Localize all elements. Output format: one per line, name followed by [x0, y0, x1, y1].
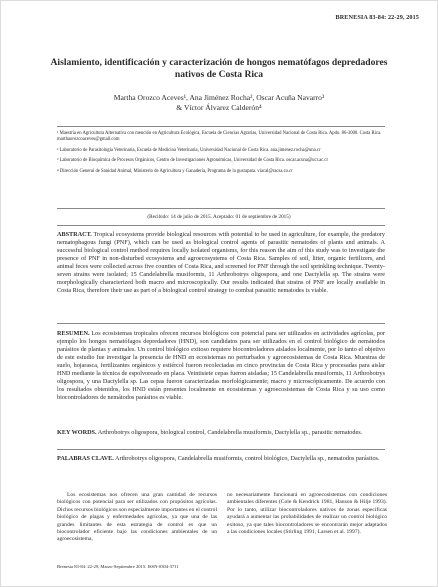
resumen-label: RESUMEN.	[57, 330, 90, 337]
affiliation-3: ³ Laboratorio de Bioquímica de Procesos Orgánicos, Centro de Investigaciones Agronómicas, Universidad de Costa Rica. oscar.acuna@ucr.ac.cr	[57, 158, 329, 164]
authors-line-1: Martha Orozco Aceves¹, Ana Jiménez Rocha², Oscar Acuña Navarro³	[113, 93, 325, 102]
abstract-text: Tropical ecosystems provide biological resources with potential to be used in agriculture, for example, the predatory nematophagous fungi (PNF), which can be used as biological control agents of parasitic nematodes of plants and animals. A successful biological control method requires locally isolated organisms, for this reason the aim of this study was to investigate the presence of PNF in non-disturbed ecosystems and agroecosystems of Costa Rica. Samples of soil, litter, organic fertilizers, and animal feces were collected across five counties of Costa Rica, and screened for PNF through the soil sprinkling technique. Twenty-seven strains were isolated; 15 Candelabrella musiformis, 11 Arthrobotrys oligospora, and one Dactylella sp. The strains were morphologically characterized both macro and microscopically. Our results indicated that strains of PNF are locally available in Costa Rica, therefore their use as part of a biological control strategy to combat parasitic nematodes is viable.	[57, 231, 385, 295]
abstract	[57, 231, 385, 295]
body-column-right: no necesariamente funcionará en agroecosistemas con condiciones ambientales diferentes (Cole & Kendrick 1981, Hanson & Hilje 1993). Por lo tanto, utilizar biocontroladores nativos de zonas específicas ayudará a aumentar las probabilidades de realizar un control biológico exitoso, ya que tales biocontroladores se encontrarán mejor adaptados a las condiciones locales (Stirling 1991, Larsen et al. 1997).	[227, 492, 387, 536]
journal-reference: BRENESIA 83-84: 22-29, 2015	[335, 14, 419, 21]
keywords-text: Arthrobotrys oligospora, biological control, Candelabrella musiformis, Dactylella sp., parasitic nematodes.	[96, 429, 363, 436]
authors-line-2: & Víctor Álvarez Calderón⁴	[176, 103, 262, 112]
palabras-clave-label: PALABRAS CLAVE.	[57, 455, 114, 462]
affiliations	[57, 131, 385, 179]
page-footer: Brenesia 83-84: 22-29, Marzo-Septiembre 2015. ISSN-0304-3711	[57, 564, 179, 569]
keywords-label: KEY WORDS.	[57, 429, 97, 436]
divider-abstract	[57, 225, 385, 226]
divider-top	[57, 126, 385, 127]
divider-affiliations	[57, 208, 385, 209]
affiliation-4: ⁴ Dirección General de Sanidad Animal, Ministerio de Agricultura y Ganadería, Programa de la gusrapata. viacal@racsa.co.cr	[57, 168, 293, 174]
divider-resumen	[57, 323, 385, 324]
keywords	[57, 429, 385, 437]
body-column-left: Los ecosistemas nos ofrecen una gran cantidad de recursos biológicos con potencial para ser utilizados con propósitos agrícolas. Dichos recursos biológicos son especialmente importantes en el control biológico de plagas y enfermedades agrícolas, ya que una de las grandes limitantes de esta estrategia de control es que un biocontrolador eficiente bajo las condiciones ambientales de un agroecosistema,	[57, 492, 218, 543]
article-title: Aislamiento, identificación y caracterización de hongos nematófagos depredadores nativos de Costa Rica	[50, 57, 388, 80]
palabras-clave-text: Arthrobotrys oligospora, Candelabrella musiformis, control biológico, Dactylella sp., nematodos parásitos.	[113, 455, 380, 462]
received-date: (Recibido: 14 de julio de 2015. Aceptado: 01 de septiembre de 2015)	[147, 214, 291, 220]
affiliation-2: ² Laboratorio de Parasitología Veterinaria, Escuela de Medicina Veterinaria, Universidad Nacional de Costa Rica. ana.jimenez.rocha@una.cr	[57, 147, 321, 153]
palabras-clave	[57, 455, 385, 463]
resumen-text: Los ecosistemas tropicales ofrecen recursos biológicos con potencial para ser utilizados en actividades agrícolas, por ejemplo los hongos nematófagos depredadores (HND), son candidatos para ser utilizados en el control biológico de nemátodos parásitos de plantas y animales. Un control biológico exitoso requiere biocontroladores aislados localmente, por lo tanto el objetivo de este estudio fue investigar la presencia de HND en ecosistemas no perturbados y agroecosistemas de Costa Rica. Muestras de suelo, hojarasca, fertilizantes orgánicos y estiércol fueron recolectadas en cinco provincias de Costa Rica y procesadas para aislar HND mediante la técnica de espolvoreado en placa. Veintisiete cepas fueron aisladas; 15 Candelabrella musiformis, 11 Arthrobotrys oligospora, y una Dactylella sp. Las cepas fueron caracterizadas morfológicamente; macro y microscópicamente. De acuerdo con los resultados obtenidos, los HND están presentes localmente en ecosistemas y agroecosistemas de Costa Rica y su uso como biocontroladores de nemátodos parásitos es viable.	[57, 330, 385, 402]
resumen	[57, 330, 385, 402]
authors	[41, 93, 397, 113]
abstract-label: ABSTRACT.	[57, 231, 92, 238]
divider-keywords	[57, 449, 385, 450]
affiliation-1: ¹ Maestría en Agricultura Alternativa con mención en Agricultura Ecológica, Escuela de Ciencias Agrarias, Universidad Nacional de Costa Rica. Apdo. 86-3000. Costa Rica. marthaorozcoaceves@gmail.com	[57, 131, 382, 143]
